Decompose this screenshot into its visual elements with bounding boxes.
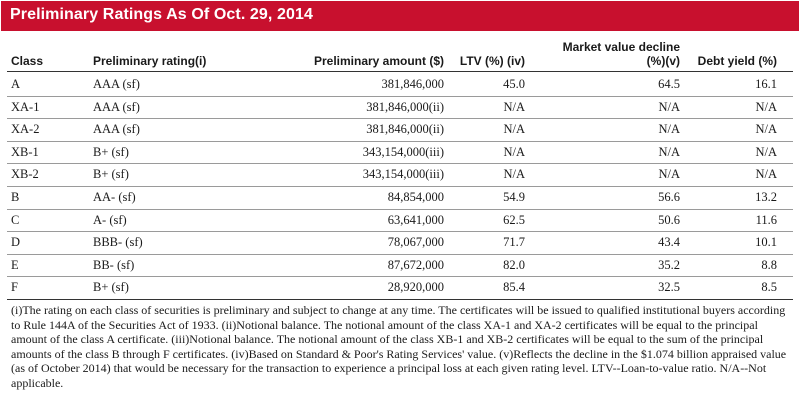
cell-amount: 84,854,000 xyxy=(387,190,444,204)
cell-mvd: 32.5 xyxy=(658,280,680,295)
table-row xyxy=(0,276,800,298)
cell-ltv: 82.0 xyxy=(503,257,525,272)
cell-mvd: N/A xyxy=(658,144,680,159)
cell-amount: 87,672,000 xyxy=(387,257,444,272)
cell-mvd: N/A xyxy=(658,122,680,137)
cell-mvd: 56.6 xyxy=(658,190,680,204)
cell-ltv: 85.4 xyxy=(503,280,525,295)
header-ltv: LTV (%) (iv) xyxy=(459,54,525,68)
cell-class: A xyxy=(11,77,21,91)
cell-class: B xyxy=(11,190,20,204)
header-class: Class xyxy=(11,54,44,68)
header-debt-yield: Debt yield (%) xyxy=(697,54,777,68)
cell-dy: 8.8 xyxy=(761,257,777,272)
cell-rating: AAA (sf) xyxy=(93,122,140,137)
cell-rating: B+ (sf) xyxy=(93,144,129,159)
cell-rating: B+ (sf) xyxy=(93,167,129,182)
table-row xyxy=(0,141,800,163)
cell-rating: AAA (sf) xyxy=(93,77,140,91)
cell-amount: 343,154,000(iii) xyxy=(362,167,444,182)
cell-ltv: N/A xyxy=(503,144,525,159)
table-row xyxy=(0,209,800,231)
header-rule xyxy=(7,71,793,72)
cell-ltv: N/A xyxy=(503,122,525,137)
cell-dy: 10.1 xyxy=(755,235,777,250)
table-row xyxy=(0,118,800,140)
title-bar xyxy=(1,1,799,31)
cell-amount: 381,846,000 xyxy=(381,77,444,91)
cell-mvd: 35.2 xyxy=(658,257,680,272)
cell-amount: 381,846,000(ii) xyxy=(366,122,444,137)
cell-rating: B+ (sf) xyxy=(93,280,129,295)
cell-class: XB-1 xyxy=(11,144,39,159)
header-preliminary-rating: Preliminary rating(i) xyxy=(93,54,207,68)
cell-class: E xyxy=(11,257,19,272)
cell-ltv: 54.9 xyxy=(503,190,525,204)
cell-dy: 8.5 xyxy=(761,280,777,295)
cell-rating: BB- (sf) xyxy=(93,257,135,272)
cell-amount: 78,067,000 xyxy=(387,235,444,250)
cell-class: C xyxy=(11,212,20,227)
cell-rating: A- (sf) xyxy=(93,212,127,227)
header-preliminary-amount: Preliminary amount ($) xyxy=(313,54,444,68)
cell-rating: BBB- (sf) xyxy=(93,235,143,250)
cell-dy: N/A xyxy=(755,122,777,137)
cell-dy: 11.6 xyxy=(755,212,777,227)
table-row xyxy=(0,231,800,253)
page-title: Preliminary Ratings As Of Oct. 29, 2014 xyxy=(10,6,313,23)
cell-mvd: N/A xyxy=(658,99,680,114)
cell-ltv: N/A xyxy=(503,167,525,182)
cell-dy: 13.2 xyxy=(755,190,777,204)
cell-ltv: N/A xyxy=(503,99,525,114)
cell-dy: 16.1 xyxy=(755,77,777,91)
cell-amount: 343,154,000(iii) xyxy=(362,144,444,159)
cell-rating: AA- (sf) xyxy=(93,190,136,204)
cell-ltv: 45.0 xyxy=(503,77,525,91)
table-header xyxy=(0,31,800,71)
cell-class: F xyxy=(11,280,18,295)
cell-class: D xyxy=(11,235,21,250)
footnotes: (i)The rating on each class of securities is preliminary and subject to change at any time. The certificates will be issued to qualified institutional buyers according to Rule 144A of the Securities Act of 1933. (ii)Notional balance. The notional amount of the class XA-1 and XA-2 certificates will be equal to the principal amount of the class A certificate. (iii)Notional balance. The notional amount of the class XB-1 and XB-2 certificates will be equal to the sum of the principal amounts of the class B through F certificates. (iv)Based on Standard & Poor's Rating Services' value. (v)Reflects the decline in the $1.074 billion appraised value (as of October 2014) that would be necessary for the transaction to experience a principal loss at each given rating level. LTV--Loan-to-value ratio. N/A--Not applicable. xyxy=(11,303,787,390)
cell-mvd: 50.6 xyxy=(658,212,680,227)
cell-dy: N/A xyxy=(755,99,777,114)
cell-class: XB-2 xyxy=(11,167,39,182)
table-row xyxy=(0,163,800,185)
cell-amount: 63,641,000 xyxy=(387,212,444,227)
cell-dy: N/A xyxy=(755,167,777,182)
cell-ltv: 62.5 xyxy=(503,212,525,227)
cell-class: XA-1 xyxy=(11,99,40,114)
cell-ltv: 71.7 xyxy=(503,235,525,250)
cell-mvd: 43.4 xyxy=(658,235,680,250)
header-market-value-decline-line1: Market value decline xyxy=(562,40,680,54)
cell-rating: AAA (sf) xyxy=(93,99,140,114)
cell-class: XA-2 xyxy=(11,122,40,137)
cell-amount: 381,846,000(ii) xyxy=(366,99,444,114)
cell-amount: 28,920,000 xyxy=(387,280,444,295)
cell-mvd: N/A xyxy=(658,167,680,182)
row-divider xyxy=(7,299,793,300)
cell-mvd: 64.5 xyxy=(658,77,680,91)
table-row xyxy=(0,96,800,118)
table-row xyxy=(0,254,800,276)
cell-dy: N/A xyxy=(755,144,777,159)
header-market-value-decline-line2: (%)(v) xyxy=(646,54,680,68)
table-row xyxy=(0,186,800,208)
table-row xyxy=(0,73,800,95)
